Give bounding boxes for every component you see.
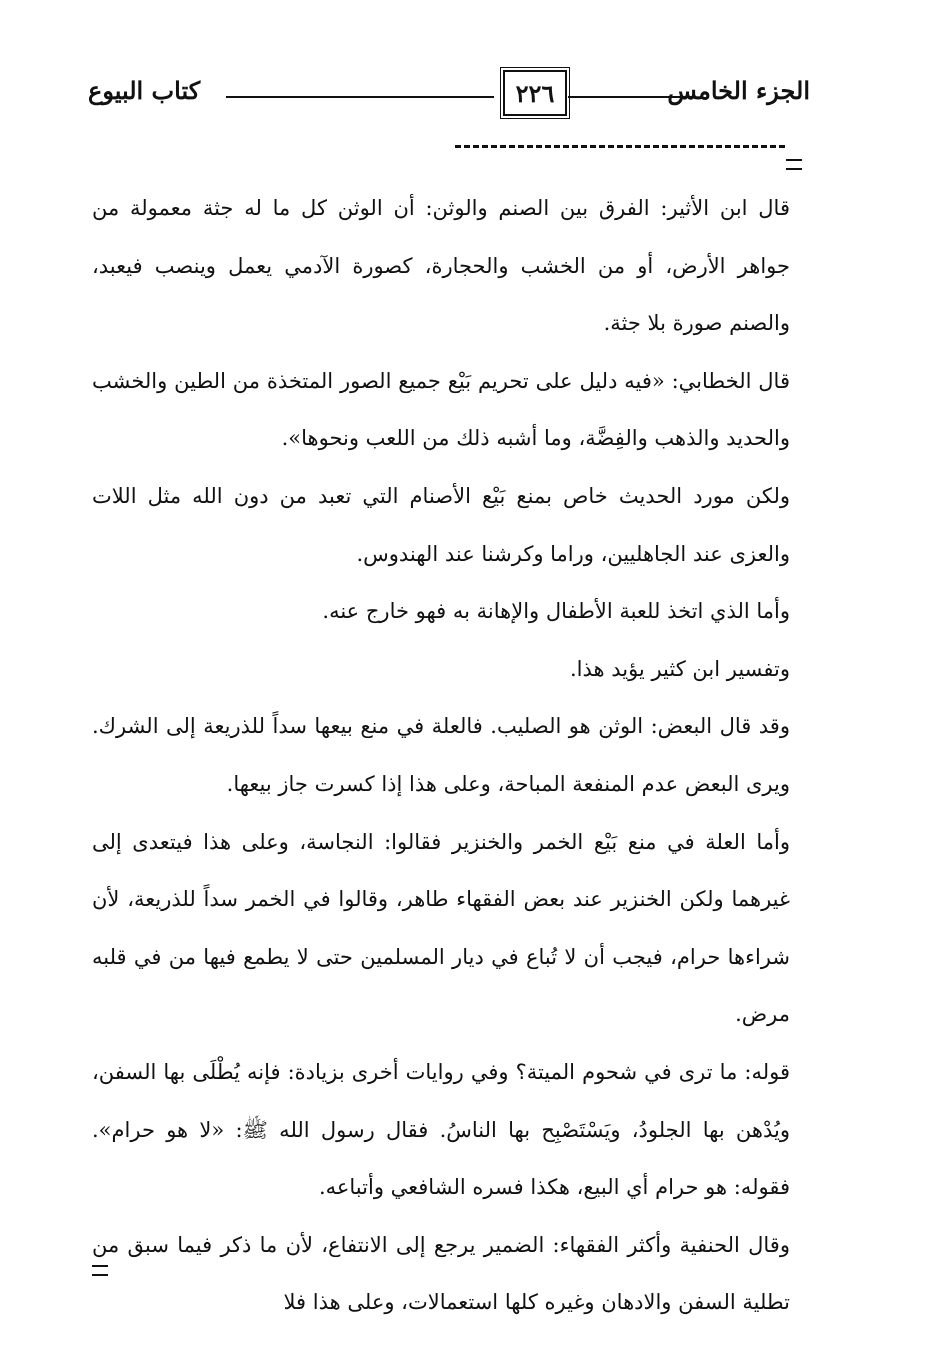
- page-number-box: [503, 70, 567, 116]
- paragraph-9: وقال الحنفية وأكثر الفقهاء: الضمير يرجع إلى الانتفاع، لأن ما ذكر فيما سبق من تطلية السفن والادهان وغيره كلها استعمالات، وعلى هذا فلا: [92, 1232, 790, 1315]
- part-title: الجزء الخامس: [667, 76, 810, 105]
- paragraph-6: وقد قال البعض: الوثن هو الصليب. فالعلة في منع بيعها سداً للذريعة إلى الشرك. ويرى البعض عدم المنفعة المباحة، وعلى هذا إذا كسرت جاز بيعها.: [92, 714, 790, 796]
- page-number: ٢٢٦: [515, 78, 555, 108]
- main-text: [92, 180, 790, 1332]
- header-dashed-rule: [455, 145, 785, 148]
- book-title: كتاب البيوع: [88, 76, 201, 105]
- header-rule-left: [226, 96, 494, 98]
- paragraph-7: وأما العلة في منع بَيْع الخمر والخنزير فقالوا: النجاسة، وعلى هذا فيتعدى إلى غيرهما ولكن الخنزير عند بعض الفقهاء طاهر، وقالوا في الخمر سداً للذريعة، لأن شراءها حرام، فيجب أن لا تُباع في ديار المسلمين حتى لا يطمع فيها من في قلبه مرض.: [92, 829, 790, 1027]
- paragraph-1: قال ابن الأثير: الفرق بين الصنم والوثن: أن الوثن كل ما له جثة معمولة من جواهر الأرض، أو من الخشب والحجارة، كصورة الآدمي يعمل وينصب فيعبد، والصنم صورة بلا جثة.: [92, 196, 790, 336]
- paragraph-8: قوله: ما ترى في شحوم الميتة؟ وفي روايات أخرى بزيادة: فإنه يُطْلَى بها السفن، ويُدْهن بها الجلودُ، ويَسْتَصْبِح بها الناسُ. فقال رسول الله ﷺ: «لا هو حرام». فقوله: هو حرام أي البيع، هكذا فسره الشافعي وأتباعه.: [92, 1059, 790, 1200]
- header-rule-right: [568, 96, 693, 98]
- running-header: [88, 70, 810, 130]
- paragraph-5: وتفسير ابن كثير يؤيد هذا.: [569, 656, 790, 681]
- paragraph-3: ولكن مورد الحديث خاص بمنع بَيْع الأصنام التي تعبد من دون الله مثل اللات والعزى عند الجاهليين، وراما وكرشنا عند الهندوس.: [92, 483, 790, 566]
- paragraph-4: وأما الذي اتخذ للعبة الأطفال والإهانة به فهو خارج عنه.: [322, 599, 790, 624]
- paragraph-2: قال الخطابي: «فيه دليل على تحريم بَيْع جميع الصور المتخذة من الطين والخشب والحديد والذهب والفِضَّة، وما أشبه ذلك من اللعب ونحوها».: [92, 368, 790, 451]
- double-rule-mark-top: [786, 159, 802, 170]
- double-rule-mark-bottom: [92, 1265, 108, 1276]
